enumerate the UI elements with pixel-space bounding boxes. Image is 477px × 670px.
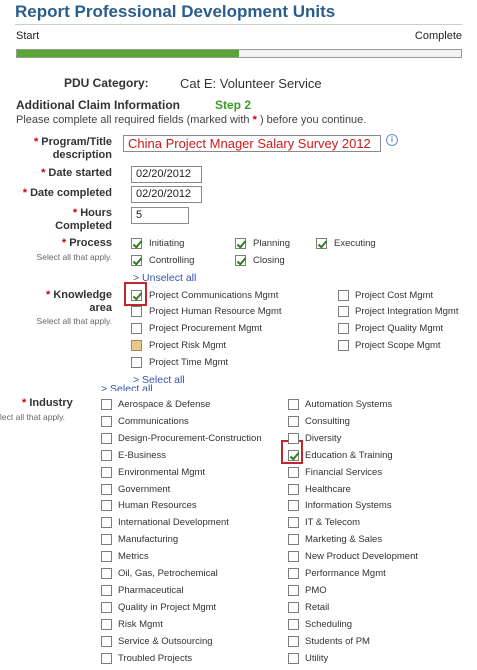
select-all-knowledge-link[interactable]: > Select all — [133, 374, 185, 386]
checkbox-label-information-systems: Information Systems — [305, 500, 392, 512]
checkbox-human-resources[interactable] — [101, 500, 112, 511]
section-title: Additional Claim Information — [16, 98, 180, 112]
checkbox-human-resource-mgmt[interactable] — [131, 306, 142, 317]
checkbox-label-pmo: PMO — [305, 584, 327, 596]
step-indicator: Step 2 — [215, 98, 252, 112]
knowledge-area-label: * Knowledge area — [45, 289, 112, 314]
checkbox-information-systems[interactable] — [288, 500, 299, 511]
checkbox-label-design-procurement-construction: Design-Procurement-Construction — [118, 432, 262, 444]
checkbox-label-quality-mgmt: Project Quality Mgmt — [355, 323, 444, 334]
industry-hint: lect all that apply. — [0, 412, 66, 422]
date-started-input[interactable]: 02/20/2012 — [131, 166, 202, 183]
checkbox-metrics[interactable] — [101, 551, 112, 562]
checkbox-label-communications: Communications — [118, 415, 189, 427]
checkbox-education-and-training[interactable] — [288, 450, 299, 461]
checkbox-label-international-development: International Development — [118, 517, 229, 529]
hours-completed-input[interactable]: 5 — [131, 207, 189, 224]
checkbox-quality-in-project-mgmt[interactable] — [101, 602, 112, 613]
checkbox-pmo[interactable] — [288, 585, 299, 596]
checkbox-initiating[interactable] — [131, 238, 142, 249]
process-hint: Select all that apply. — [36, 252, 112, 262]
checkbox-cost-mgmt[interactable] — [338, 290, 349, 301]
checkbox-communications[interactable] — [101, 416, 112, 427]
checkbox-marketing-and-sales[interactable] — [288, 534, 299, 545]
checkbox-healthcare[interactable] — [288, 484, 299, 495]
checkbox-label-risk-mgmt: Project Risk Mgmt — [149, 340, 227, 351]
checkbox-executing[interactable] — [316, 238, 327, 249]
checkbox-service-and-outsourcing[interactable] — [101, 636, 112, 647]
pdu-category-value: Cat E: Volunteer Service — [180, 76, 322, 91]
process-label: * Process — [61, 237, 112, 249]
checkbox-government[interactable] — [101, 484, 112, 495]
checkbox-label-time-mgmt: Project Time Mgmt — [149, 357, 229, 368]
progress-start-label: Start — [16, 30, 40, 42]
checkbox-label-closing: Closing — [253, 255, 285, 266]
hours-completed-label: * Hours Completed — [55, 207, 112, 232]
progress-complete-label: Complete — [414, 30, 462, 42]
checkbox-label-human-resources: Human Resources — [118, 500, 197, 512]
checkbox-label-risk-mgmt: Risk Mgmt — [118, 618, 163, 630]
checkbox-label-retail: Retail — [305, 601, 330, 613]
checkbox-retail[interactable] — [288, 602, 299, 613]
checkbox-aerospace-and-defense[interactable] — [101, 399, 112, 410]
checkbox-label-diversity: Diversity — [305, 432, 342, 444]
checkbox-label-oil-gas-petrochemical: Oil, Gas, Petrochemical — [118, 568, 218, 579]
checkbox-label-students-of-pm: Students of PM — [305, 635, 370, 647]
select-all-industry-link[interactable]: > Select all — [101, 383, 153, 391]
checkbox-label-it-and-telecom: IT & Telecom — [305, 517, 361, 529]
checkbox-communications-mgmt[interactable] — [131, 290, 142, 301]
checkbox-label-environmental-mgmt: Environmental Mgmt — [118, 466, 206, 478]
date-started-label: * Date started — [41, 167, 112, 179]
checkbox-label-executing: Executing — [334, 238, 376, 249]
checkbox-diversity[interactable] — [288, 433, 299, 444]
checkbox-label-government: Government — [118, 483, 171, 495]
checkbox-manufacturing[interactable] — [101, 534, 112, 545]
checkbox-procurement-mgmt[interactable] — [131, 323, 142, 334]
checkbox-it-and-telecom[interactable] — [288, 517, 299, 528]
date-completed-label: * Date completed — [22, 187, 112, 199]
checkbox-scope-mgmt[interactable] — [338, 340, 349, 351]
checkbox-international-development[interactable] — [101, 517, 112, 528]
checkbox-label-quality-in-project-mgmt: Quality in Project Mgmt — [118, 601, 217, 613]
checkbox-troubled-projects[interactable] — [101, 653, 112, 664]
checkbox-label-financial-services: Financial Services — [305, 466, 383, 478]
checkbox-label-initiating: Initiating — [149, 238, 185, 249]
checkbox-consulting[interactable] — [288, 416, 299, 427]
info-icon[interactable]: i — [386, 134, 398, 146]
checkbox-label-scheduling: Scheduling — [305, 618, 353, 630]
checkbox-label-planning: Planning — [253, 238, 290, 249]
checkbox-risk-mgmt[interactable] — [131, 340, 142, 351]
checkbox-performance-mgmt[interactable] — [288, 568, 299, 579]
checkbox-financial-services[interactable] — [288, 467, 299, 478]
checkbox-label-e-business: E-Business — [118, 449, 167, 461]
program-title-label: * Program/Title description — [33, 136, 112, 161]
checkbox-e-business[interactable] — [101, 450, 112, 461]
pdu-category-label: PDU Category: — [64, 76, 149, 90]
checkbox-label-new-product-development: New Product Development — [305, 551, 418, 563]
checkbox-label-integration-mgmt: Project Integration Mgmt — [355, 306, 459, 317]
knowledge-hint: Select all that apply. — [36, 316, 112, 326]
checkbox-design-procurement-construction[interactable] — [101, 433, 112, 444]
instructions: Please complete all required fields (marked with * ) before you continue. — [16, 114, 367, 126]
program-title-input[interactable]: China Project Mnager Salary Survey 2012 — [123, 135, 381, 152]
checkbox-label-procurement-mgmt: Project Procurement Mgmt — [149, 323, 262, 334]
checkbox-integration-mgmt[interactable] — [338, 306, 349, 317]
checkbox-label-manufacturing: Manufacturing — [118, 534, 179, 546]
checkbox-new-product-development[interactable] — [288, 551, 299, 562]
checkbox-label-troubled-projects: Troubled Projects — [118, 652, 193, 664]
checkbox-label-aerospace-and-defense: Aerospace & Defense — [118, 399, 211, 410]
checkbox-scheduling[interactable] — [288, 619, 299, 630]
checkbox-label-utility: Utility — [305, 652, 329, 664]
page-title: Report Professional Development Units — [15, 2, 336, 21]
checkbox-pharmaceutical[interactable] — [101, 585, 112, 596]
unselect-all-link[interactable]: > Unselect all — [133, 272, 197, 284]
checkbox-label-education-and-training: Education & Training — [305, 449, 393, 461]
checkbox-label-service-and-outsourcing: Service & Outsourcing — [118, 635, 213, 647]
checkbox-label-healthcare: Healthcare — [305, 483, 351, 495]
checkbox-label-automation-systems: Automation Systems — [305, 399, 393, 410]
checkbox-time-mgmt[interactable] — [131, 357, 142, 368]
checkbox-label-performance-mgmt: Performance Mgmt — [305, 568, 386, 579]
checkbox-label-consulting: Consulting — [305, 415, 350, 427]
checkbox-risk-mgmt[interactable] — [101, 619, 112, 630]
date-completed-input[interactable]: 02/20/2012 — [131, 186, 202, 203]
checkbox-quality-mgmt[interactable] — [338, 323, 349, 334]
checkbox-closing[interactable] — [235, 255, 246, 266]
checkbox-label-pharmaceutical: Pharmaceutical — [118, 584, 184, 596]
checkbox-environmental-mgmt[interactable] — [101, 467, 112, 478]
checkbox-label-metrics: Metrics — [118, 551, 149, 563]
industry-label: * Industry — [22, 397, 73, 409]
checkbox-oil-gas-petrochemical[interactable] — [101, 568, 112, 579]
progress-bar-fill — [17, 50, 239, 57]
checkbox-controlling[interactable] — [131, 255, 142, 266]
checkbox-automation-systems[interactable] — [288, 399, 299, 410]
required-star: * — [252, 114, 257, 126]
checkbox-label-marketing-and-sales: Marketing & Sales — [305, 534, 383, 546]
checkbox-label-communications-mgmt: Project Communications Mgmt — [149, 290, 279, 301]
checkbox-students-of-pm[interactable] — [288, 636, 299, 647]
checkbox-label-cost-mgmt: Project Cost Mgmt — [355, 290, 434, 301]
header-divider — [15, 24, 462, 25]
progress-bar — [16, 49, 462, 58]
checkbox-label-scope-mgmt: Project Scope Mgmt — [355, 340, 441, 351]
checkbox-label-human-resource-mgmt: Project Human Resource Mgmt — [149, 306, 282, 317]
checkbox-utility[interactable] — [288, 653, 299, 664]
checkbox-planning[interactable] — [235, 238, 246, 249]
checkbox-label-controlling: Controlling — [149, 255, 195, 266]
